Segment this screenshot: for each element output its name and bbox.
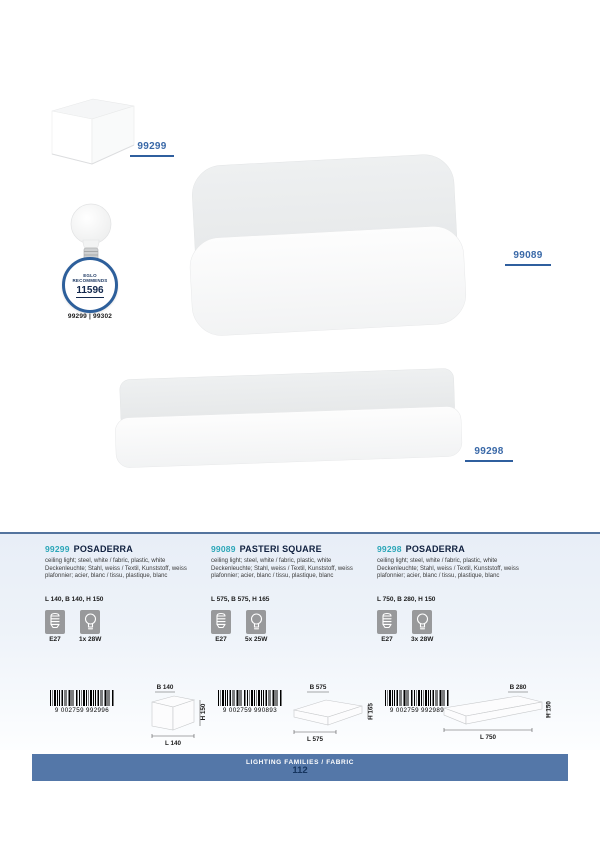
socket-spec	[211, 610, 231, 643]
barcode-99089	[218, 690, 282, 714]
footer-page-number: 112	[292, 765, 308, 776]
badge-applies-to: 99299 | 99302	[67, 313, 113, 320]
square-lamp-photo	[183, 152, 468, 337]
description-fr: plafonnier; acier, blanc / tissu, plastique, blanc	[211, 573, 334, 580]
svg-text:B 575: B 575	[309, 684, 327, 691]
recommended-bulb-photo	[64, 202, 120, 264]
description-fr: plafonnier; acier, blanc / tissu, plastique, blanc	[377, 573, 500, 580]
product-header	[211, 544, 367, 554]
socket-e27-icon	[377, 610, 397, 634]
bulb-wattage-label: 1x 28W	[79, 635, 102, 643]
description-en: ceiling light; steel, white / fabric, plastic, white	[45, 558, 166, 564]
socket-label: E27	[49, 635, 61, 643]
bulb-wattage-label: 5x 25W	[245, 635, 268, 643]
barcode-bars	[218, 690, 282, 706]
socket-spec	[377, 610, 397, 643]
product-name: POSADERRA	[73, 544, 133, 554]
socket-label: E27	[215, 635, 227, 643]
product-name: POSADERRA	[405, 544, 465, 554]
product-column-99299	[45, 544, 201, 643]
bulb-icon	[412, 610, 432, 634]
socket-e27-icon	[45, 610, 65, 634]
product-name: PASTERI SQUARE	[239, 544, 322, 554]
svg-text:B 280: B 280	[509, 684, 527, 691]
badge-brand: EGLO	[83, 272, 97, 278]
product-column-99298	[377, 544, 533, 643]
product-dimensions: L 140, B 140, H 150	[45, 595, 104, 603]
bulb-spec	[245, 610, 267, 643]
svg-text:L 140: L 140	[165, 740, 181, 746]
product-description	[377, 558, 533, 581]
product-number: 99089	[211, 544, 236, 554]
svg-text:L 750: L 750	[480, 734, 496, 741]
bulb-icon	[80, 610, 100, 634]
barcode-bars	[50, 690, 114, 706]
spec-icons	[45, 610, 201, 643]
barcode-number: 9 002759 992996	[54, 707, 110, 714]
description-de: Deckenleuchte; Stahl, weiss / Textil, Kunststoff, weiss	[45, 565, 187, 572]
footer-section-label: LIGHTING FAMILIES / FABRIC	[245, 759, 355, 766]
product-dimensions: L 575, B 575, H 165	[211, 595, 270, 603]
description-en: ceiling light; steel, white / fabric, plastic, white	[211, 558, 332, 564]
socket-label: E27	[381, 635, 393, 643]
product-description	[211, 558, 367, 581]
svg-text:H 150: H 150	[200, 703, 207, 721]
eglo-recommends-badge	[62, 257, 118, 313]
product-photo-label-99299: 99299	[130, 141, 174, 157]
svg-text:B 140: B 140	[156, 684, 174, 691]
product-column-99089	[211, 544, 367, 643]
bulb-icon	[246, 610, 266, 634]
product-header	[45, 544, 201, 554]
product-number: 99299	[45, 544, 70, 554]
rect-lamp-photo	[113, 356, 465, 484]
product-dimensions: L 750, B 280, H 150	[377, 595, 436, 603]
barcode-number: 9 002759 990893	[222, 707, 278, 714]
cube-lamp-photo	[46, 93, 138, 165]
badge-bulb-number: 11596	[76, 284, 104, 296]
socket-e27-icon	[211, 610, 231, 634]
bulb-wattage-label: 3x 28W	[411, 635, 434, 643]
description-de: Deckenleuchte; Stahl, weiss / Textil, Kunststoff, weiss	[377, 565, 519, 572]
svg-text:L 575: L 575	[307, 736, 323, 743]
svg-text:H 150: H 150	[545, 701, 552, 718]
footer-bar	[32, 754, 568, 781]
product-photo-label-99089: 99089	[505, 250, 551, 266]
barcode-number: 9 002759 992989	[389, 707, 445, 714]
socket-spec	[45, 610, 65, 643]
product-photo-label-99298: 99298	[465, 446, 513, 462]
description-de: Deckenleuchte; Stahl, weiss / Textil, Kunststoff, weiss	[211, 565, 353, 572]
product-description	[45, 558, 201, 581]
dimension-diagram-99299	[144, 682, 208, 746]
description-en: ceiling light; steel, white / fabric, plastic, white	[377, 558, 498, 564]
spec-icons	[211, 610, 367, 643]
spec-icons	[377, 610, 533, 643]
dimension-diagram-99298	[440, 682, 552, 746]
bulb-spec	[79, 610, 101, 643]
badge-recommends: RECOMMENDS	[72, 278, 108, 283]
product-number: 99298	[377, 544, 402, 554]
dimension-diagram-99089	[288, 682, 374, 746]
bulb-spec	[411, 610, 433, 643]
product-header	[377, 544, 533, 554]
description-fr: plafonnier; acier, blanc / tissu, plastique, blanc	[45, 573, 168, 580]
barcode-99299	[50, 690, 114, 714]
svg-text:H 165: H 165	[367, 703, 374, 720]
